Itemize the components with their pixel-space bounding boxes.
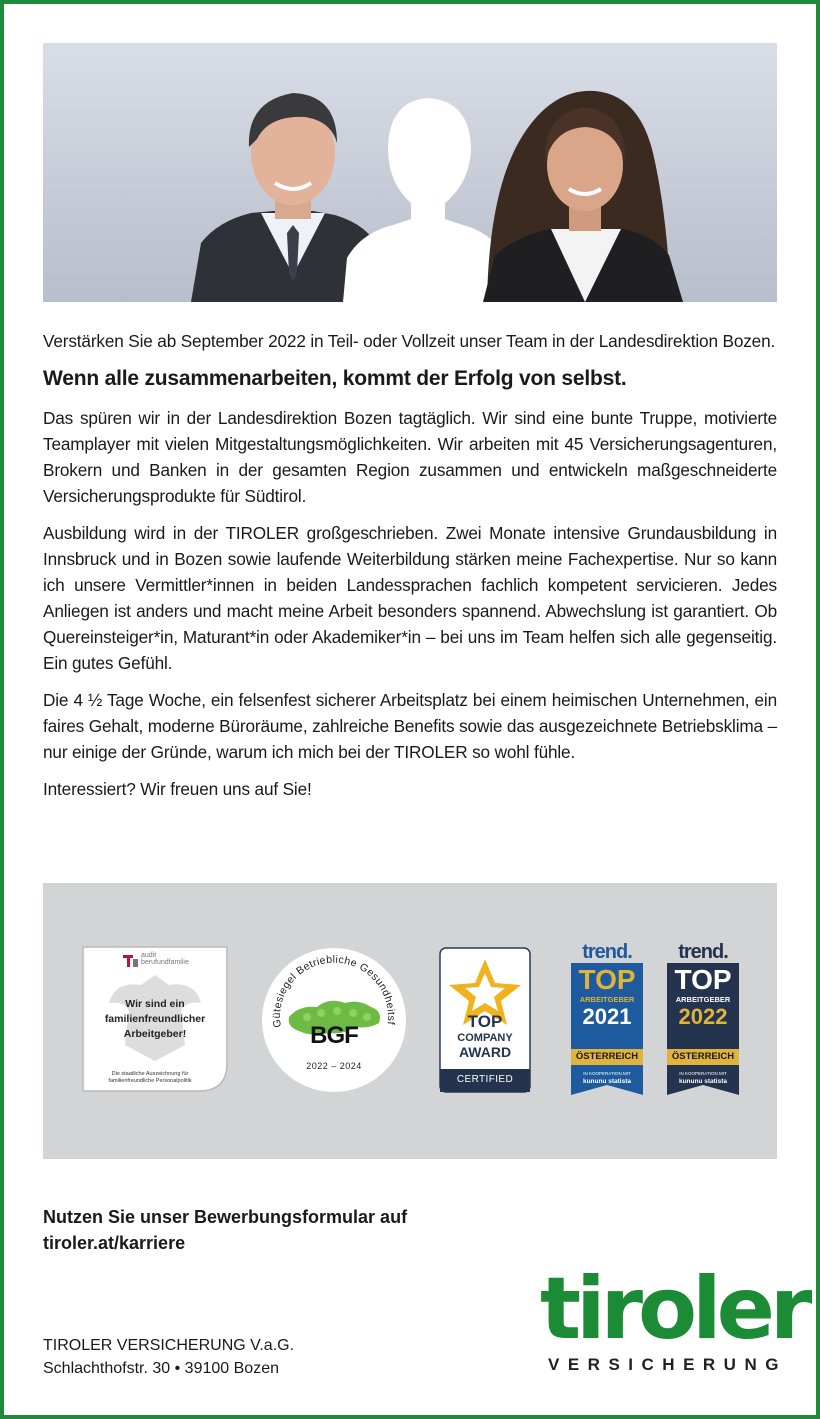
bgf-mark: BGF: [310, 1022, 358, 1049]
trend-partners: kununu statista: [678, 1078, 728, 1085]
bgf-years: 2022 – 2024: [306, 1061, 362, 1071]
headline: Wenn alle zusammenarbeiten, kommt der Erfolg von selbst.: [43, 367, 627, 390]
seal-text: Wir sind ein familienfreundlicher Arbeitgeber!: [104, 998, 206, 1040]
paragraph: Das spüren wir in der Landesdirektion Bozen tagtäglich. Wir sind eine bunte Truppe, motivierte Teamplayer mit vielen Mitgestaltungsmöglichkeiten. Wir arbeiten mit 45 Versicherungsagenturen, Brokern und Banken in der gesamten Region zusammen und entwickeln maßgeschneiderte Versicherungsprodukte für Südtirol.: [43, 408, 777, 506]
trend-year: 2022: [678, 1004, 728, 1029]
bgf-ring-text: Gütesiegel Betriebliche Gesundheitsf: [270, 953, 398, 1029]
paragraph: Ausbildung wird in der TIROLER großgeschrieben. Zwei Monate intensive Grundausbildung in Innsbruck und in Bozen sowie laufende Weiterbildung stärken meine Fachexpertise. Nur so kann ich unsere Vermittler*innen in beiden Landessprachen fachlich kompetent servicieren. Jedes Anliegen ist anders und macht meine Arbeit besonders spannend. Abwechslung ist garantiert. Ob Quereinsteiger*in, Maturant*in oder Akademiker*in – bei uns im Team helfen sich alle gegenseitig. Ein gutes Gefühl.: [43, 523, 777, 673]
company-name: TIROLER VERSICHERUNG V.a.G.: [43, 1337, 295, 1354]
trend-coop: IN KOOPERATION MIT: [679, 1071, 727, 1076]
top-company-award-seal: [439, 947, 531, 1093]
bgf-seal: [259, 945, 409, 1095]
intro-text: Verstärken Sie ab September 2022 in Teil- oder Vollzeit unser Team in der Landesdirektion Bozen.: [43, 331, 776, 351]
street-address: Schlachthofstr. 30 • 39100 Bozen: [43, 1360, 279, 1377]
trend-sub: ARBEITGEBER: [579, 995, 635, 1004]
trend-top: TOP: [578, 964, 636, 995]
seal-brand-bottom: berufundfamilie: [141, 959, 189, 966]
job-ad-text: [43, 328, 777, 813]
team-photo: [43, 43, 777, 302]
award-footer: CERTIFIED: [456, 1074, 514, 1085]
family-employer-seal: [81, 945, 229, 1093]
award-line1: TOP: [467, 1012, 503, 1031]
trend-year: 2021: [582, 1004, 632, 1029]
cta-text: Nutzen Sie unser Bewerbungsformular auf: [43, 1207, 408, 1227]
logo-subline: VERSICHERUNG: [548, 1355, 787, 1374]
company-address: [43, 1334, 294, 1380]
tiroler-logo: [540, 1259, 808, 1383]
woman-portrait: [483, 91, 683, 302]
seal-footer-line1: Die staatliche Auszeichnung für: [111, 1071, 189, 1077]
trend-top: TOP: [674, 964, 732, 995]
career-link[interactable]: tiroler.at/karriere: [43, 1233, 186, 1253]
trend-top-2022-seal: [665, 941, 741, 1101]
seal-brand-top: audit: [141, 952, 157, 959]
award-line3: AWARD: [458, 1044, 512, 1060]
trend-sub: ARBEITGEBER: [675, 995, 731, 1004]
silhouette: [343, 98, 509, 302]
trend-brand: trend.: [582, 941, 632, 963]
trend-top-2021-seal: [569, 941, 645, 1101]
seal-footer-line2: familienfreundliche Personalpolitik: [108, 1078, 192, 1084]
certification-seals: [43, 883, 777, 1159]
application-cta: [43, 1204, 543, 1256]
paragraph: Die 4 ½ Tage Woche, ein felsenfest sicherer Arbeitsplatz bei einem heimischen Unternehmen, ein faires Gehalt, moderne Büroräume, zahlreiche Benefits sowie das ausgezeichnete Betriebsklima – nur einige der Gründe, warum ich mich bei der TIROLER so wohl fühle.: [43, 690, 777, 762]
trend-brand: trend.: [678, 941, 728, 963]
trend-coop: IN KOOPERATION MIT: [583, 1071, 631, 1076]
closing-text: Interessiert? Wir freuen uns auf Sie!: [43, 779, 312, 799]
trend-partners: kununu statista: [582, 1078, 632, 1085]
logo-wordmark: tiroler: [540, 1259, 808, 1359]
award-line2: COMPANY: [457, 1032, 513, 1044]
trend-country: ÖSTERREICH: [575, 1051, 639, 1062]
trend-country: ÖSTERREICH: [671, 1051, 735, 1062]
